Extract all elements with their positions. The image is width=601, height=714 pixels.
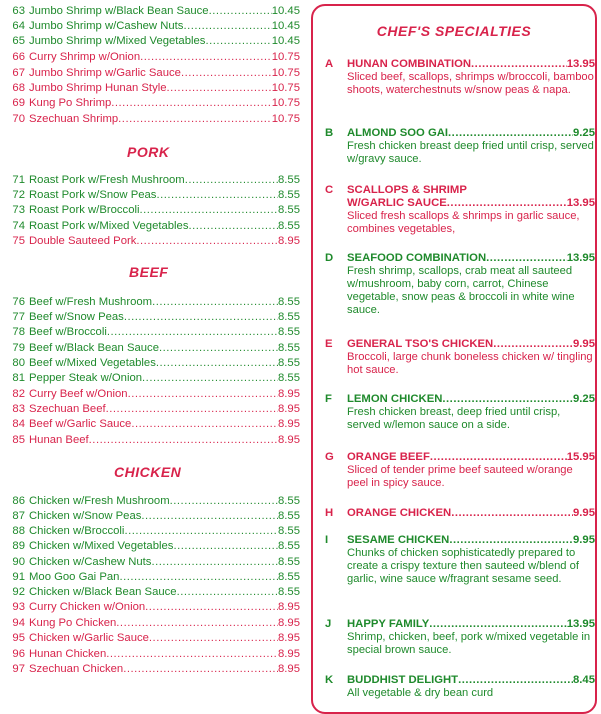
specialty-letter: K (325, 674, 334, 686)
specialty-name: HUNAN COMBINATION (347, 58, 472, 70)
menu-item-name: Kung Po Shrimp (29, 97, 112, 109)
menu-item-name: Beef w/Mixed Vegetables (29, 357, 156, 369)
menu-item-number: 90 (12, 556, 25, 568)
specialty-header (325, 507, 595, 520)
menu-item-number: 89 (12, 540, 25, 552)
dot-leader (493, 338, 573, 351)
dot-leader (167, 82, 272, 95)
specialty-price: 9.95 (573, 507, 595, 519)
section-heading-chicken: CHICKEN (114, 464, 182, 480)
specialty-header (325, 184, 595, 197)
menu-item (0, 632, 300, 645)
dot-leader (118, 113, 272, 126)
specialty-description: Sliced fresh scallops & shrimps in garlic sauce, combines vegetables, (347, 210, 580, 235)
dot-leader (136, 235, 278, 248)
menu-item-number: 88 (12, 525, 25, 537)
menu-item-name: Jumbo Shrimp Hunan Style (29, 82, 167, 94)
specialty-item (325, 58, 595, 97)
menu-item-name: Curry Beef w/Onion (29, 388, 128, 400)
specialty-header (325, 451, 595, 464)
specialty-item (325, 252, 595, 317)
menu-item-price: 8.55 (278, 342, 300, 354)
dot-leader (106, 648, 278, 661)
specialty-item (325, 338, 595, 377)
specialty-item (325, 534, 595, 586)
specialty-letter: C (325, 184, 334, 196)
dot-leader (106, 403, 278, 416)
menu-item-price: 8.95 (278, 632, 300, 644)
dot-leader (124, 525, 278, 538)
menu-item-name: Chicken w/Fresh Mushroom (29, 495, 170, 507)
menu-item (0, 204, 300, 217)
specialty-letter: F (325, 393, 332, 405)
dot-leader (159, 342, 278, 355)
menu-item-name: Jumbo Shrimp w/Cashew Nuts (29, 20, 184, 32)
menu-item-number: 77 (12, 311, 25, 323)
specialty-price: 13.95 (566, 618, 595, 630)
menu-item-number: 66 (12, 51, 25, 63)
menu-item-name: Hunan Chicken (29, 648, 107, 660)
menu-item-number: 75 (12, 235, 25, 247)
dot-leader (430, 451, 567, 464)
dot-leader (458, 674, 573, 687)
specialty-header (325, 338, 595, 351)
dot-leader (471, 58, 567, 71)
specialty-price: 8.45 (573, 674, 595, 686)
menu-item (0, 372, 300, 385)
specialty-letter: I (325, 534, 329, 546)
specialty-item (325, 127, 595, 166)
specialty-header (325, 58, 595, 71)
menu-item-name: Hunan Beef (29, 434, 89, 446)
menu-item-price: 8.55 (278, 556, 300, 568)
menu-item-price: 10.75 (271, 82, 300, 94)
menu-item-price: 8.95 (278, 617, 300, 629)
dot-leader (107, 326, 278, 339)
menu-item (0, 556, 300, 569)
menu-item-number: 83 (12, 403, 25, 415)
menu-item-name: Roast Pork w/Mixed Vegetables (29, 220, 189, 232)
dot-leader (131, 418, 278, 431)
menu-item-number: 67 (12, 67, 25, 79)
menu-item (0, 418, 300, 431)
specialty-description: Fresh chicken breast deep fried until crisp, served w/gravy sauce. (347, 140, 594, 165)
dot-leader (486, 252, 567, 265)
menu-item-price: 8.55 (278, 357, 300, 369)
specialty-header (325, 534, 595, 547)
menu-item-price: 10.45 (271, 35, 300, 47)
specialty-letter: A (325, 58, 334, 70)
specialty-letter: G (325, 451, 334, 463)
dot-leader (177, 586, 278, 599)
menu-item (0, 235, 300, 248)
menu-item-number: 64 (12, 20, 25, 32)
menu-item-price: 8.55 (278, 189, 300, 201)
menu-item-number: 92 (12, 586, 25, 598)
menu-item-name: Kung Po Chicken (29, 617, 117, 629)
dot-leader (119, 571, 278, 584)
specialty-price: 9.95 (573, 338, 595, 350)
menu-item-price: 8.95 (278, 434, 300, 446)
dot-leader (448, 127, 573, 140)
dot-leader (152, 296, 278, 309)
menu-item-number: 68 (12, 82, 25, 94)
menu-item-number: 87 (12, 510, 25, 522)
specialty-name: GENERAL TSO'S CHICKEN (347, 338, 494, 350)
menu-item-number: 85 (12, 434, 25, 446)
dot-leader (111, 97, 271, 110)
specialty-letter: D (325, 252, 334, 264)
menu-item (0, 648, 300, 661)
specialty-header (325, 393, 595, 406)
specialty-item (325, 507, 595, 520)
menu-item (0, 20, 300, 33)
specialty-description: Chunks of chicken sophisticatedly prepared to create a crispy texture then sauteed w/blend of garlic, wine sauce w/fragrant sesame seed. (347, 547, 579, 585)
regular-menu-column (0, 0, 305, 700)
specialty-description: Fresh chicken breast, deep fried until crisp, served w/lemon sauce on a side. (347, 406, 561, 431)
menu-item-name: Beef w/Black Bean Sauce (29, 342, 159, 354)
menu-item (0, 403, 300, 416)
menu-item-price: 8.55 (278, 510, 300, 522)
menu-item-price: 8.55 (278, 326, 300, 338)
dot-leader (140, 51, 272, 64)
dot-leader (205, 35, 271, 48)
specialty-price: 13.95 (566, 58, 595, 70)
dot-leader (170, 495, 278, 508)
menu-item-number: 65 (12, 35, 25, 47)
menu-item-price: 10.75 (271, 97, 300, 109)
dot-leader (209, 5, 272, 18)
menu-item (0, 663, 300, 676)
specialty-name: BUDDHIST DELIGHT (347, 674, 459, 686)
menu-item-name: Pepper Steak w/Onion (29, 372, 143, 384)
menu-item-name: Beef w/Snow Peas (29, 311, 124, 323)
menu-item-name: Curry Chicken w/Onion (29, 601, 146, 613)
menu-item-price: 8.95 (278, 403, 300, 415)
menu-item (0, 296, 300, 309)
menu-item-price: 8.55 (278, 296, 300, 308)
menu-item-name: Chicken w/Mixed Vegetables (29, 540, 174, 552)
dot-leader (149, 632, 278, 645)
specialty-item (325, 618, 595, 657)
specialty-header (325, 127, 595, 140)
menu-item-name: Beef w/Garlic Sauce (29, 418, 132, 430)
menu-item-number: 73 (12, 204, 25, 216)
menu-item-price: 10.75 (271, 67, 300, 79)
menu-item-name: Curry Shrimp w/Onion (29, 51, 141, 63)
menu-item-number: 80 (12, 357, 25, 369)
menu-item-name: Chicken w/Snow Peas (29, 510, 142, 522)
specialty-name: ORANGE CHICKEN (347, 507, 452, 519)
specialty-name: ALMOND SOO GAI (347, 127, 449, 139)
dot-leader (128, 388, 278, 401)
dot-leader (181, 67, 272, 80)
dot-leader (183, 20, 271, 33)
menu-item-price: 8.95 (278, 235, 300, 247)
specialty-item (325, 674, 595, 700)
menu-item-price: 10.75 (271, 51, 300, 63)
specialty-name-continued: W/GARLIC SAUCE (347, 197, 447, 209)
dot-leader (156, 357, 278, 370)
menu-item-price: 8.95 (278, 388, 300, 400)
specialty-price: 9.95 (573, 534, 595, 546)
menu-item-price: 8.55 (278, 495, 300, 507)
specialty-price: 9.25 (573, 393, 595, 405)
menu-item-price: 8.95 (278, 663, 300, 675)
dot-leader (145, 601, 278, 614)
menu-item (0, 540, 300, 553)
chefs-specialties-title: CHEF'S SPECIALTIES (376, 23, 532, 39)
menu-item-number: 78 (12, 326, 25, 338)
specialty-name: HAPPY FAMILY (347, 618, 430, 630)
menu-item (0, 5, 300, 18)
menu-item-price: 8.55 (278, 540, 300, 552)
specialty-letter: H (325, 507, 334, 519)
dot-leader (140, 204, 279, 217)
section-heading-pork: PORK (127, 144, 170, 160)
dot-leader (447, 197, 567, 210)
menu-item (0, 571, 300, 584)
menu-item-price: 8.55 (278, 204, 300, 216)
menu-item-price: 8.95 (278, 648, 300, 660)
menu-item (0, 35, 300, 48)
chefs-specialties-box (311, 4, 597, 714)
menu-item-number: 81 (12, 372, 25, 384)
menu-item-price: 10.45 (271, 5, 300, 17)
menu-item (0, 67, 300, 80)
menu-item-number: 82 (12, 388, 25, 400)
menu-item-number: 70 (12, 113, 25, 125)
menu-item (0, 97, 300, 110)
menu-item (0, 342, 300, 355)
menu-item-number: 91 (12, 571, 25, 583)
specialty-description: Shrimp, chicken, beef, pork w/mixed vegetable in special brown sauce. (347, 631, 591, 656)
specialty-name: SCALLOPS & SHRIMP (347, 184, 467, 196)
dot-leader (141, 510, 278, 523)
menu-item (0, 357, 300, 370)
menu-item-number: 74 (12, 220, 25, 232)
specialty-description: Sliced of tender prime beef sauteed w/orange peel in spicy sauce. (347, 464, 573, 489)
specialty-letter: B (325, 127, 334, 139)
menu-item-number: 95 (12, 632, 25, 644)
menu-item-name: Roast Pork w/Fresh Mushroom (29, 174, 185, 186)
dot-leader (451, 507, 573, 520)
menu-item (0, 525, 300, 538)
menu-item-number: 76 (12, 296, 25, 308)
specialty-header-line2 (325, 197, 595, 210)
menu-item-number: 93 (12, 601, 25, 613)
specialty-description: Sliced beef, scallops, shrimps w/broccoli, bamboo shoots, waterchestnuts w/snow peas & napa. (347, 71, 594, 96)
menu-item-number: 84 (12, 418, 25, 430)
dot-leader (123, 663, 278, 676)
specialty-description: Fresh shrimp, scallops, crab meat all sauteed w/mushroom, baby corn, carrot, Chinese vegetable, snow peas & broccoli in white wine sauce. (347, 265, 575, 316)
menu-item-number: 71 (12, 174, 25, 186)
menu-item-name: Chicken w/Broccoli (29, 525, 125, 537)
menu-item (0, 388, 300, 401)
specialty-name: ORANGE BEEF (347, 451, 430, 463)
specialty-description: Broccoli, large chunk boneless chicken w/ tingling hot sauce. (347, 351, 593, 376)
menu-item (0, 586, 300, 599)
menu-item-price: 8.55 (278, 311, 300, 323)
menu-item (0, 601, 300, 614)
menu-item-price: 8.55 (278, 220, 300, 232)
menu-item (0, 82, 300, 95)
dot-leader (442, 393, 573, 406)
menu-item-price: 8.55 (278, 372, 300, 384)
menu-item-number: 79 (12, 342, 25, 354)
menu-item (0, 51, 300, 64)
menu-item (0, 311, 300, 324)
specialty-header (325, 618, 595, 631)
menu-item-name: Jumbo Shrimp w/Mixed Vegetables (29, 35, 206, 47)
menu-item (0, 174, 300, 187)
section-heading-beef: BEEF (129, 264, 169, 280)
menu-item (0, 495, 300, 508)
specialty-name: LEMON CHICKEN (347, 393, 443, 405)
menu-item-name: Beef w/Fresh Mushroom (29, 296, 153, 308)
menu-item (0, 617, 300, 630)
specialty-description: All vegetable & dry bean curd (347, 687, 494, 699)
specialty-item (325, 184, 595, 236)
menu-item-name: Szechuan Beef (29, 403, 106, 415)
specialty-price: 9.25 (573, 127, 595, 139)
menu-item-price: 8.95 (278, 418, 300, 430)
specialty-header (325, 252, 595, 265)
specialty-header (325, 674, 595, 687)
specialty-name: SESAME CHICKEN (347, 534, 450, 546)
menu-item-name: Jumbo Shrimp w/Garlic Sauce (29, 67, 181, 79)
dot-leader (449, 534, 573, 547)
menu-item-name: Jumbo Shrimp w/Black Bean Sauce (29, 5, 209, 17)
specialty-name: SEAFOOD COMBINATION (347, 252, 487, 264)
menu-item-name: Szechuan Chicken (29, 663, 124, 675)
dot-leader (124, 311, 278, 324)
specialty-letter: E (325, 338, 333, 350)
menu-item-number: 96 (12, 648, 25, 660)
menu-item-price: 8.55 (278, 571, 300, 583)
menu-item-price: 8.55 (278, 525, 300, 537)
menu-item-name: Szechuan Shrimp (29, 113, 119, 125)
dot-leader (189, 220, 279, 233)
dot-leader (173, 540, 278, 553)
menu-item (0, 326, 300, 339)
menu-item-price: 8.55 (278, 174, 300, 186)
specialty-price: 15.95 (566, 451, 595, 463)
menu-item (0, 510, 300, 523)
dot-leader (185, 174, 278, 187)
menu-item-name: Chicken w/Garlic Sauce (29, 632, 149, 644)
dot-leader (89, 434, 278, 447)
specialty-item (325, 393, 595, 432)
dot-leader (151, 556, 278, 569)
menu-item-price: 8.95 (278, 601, 300, 613)
menu-item-name: Roast Pork w/Broccoli (29, 204, 140, 216)
menu-item (0, 113, 300, 126)
dot-leader (116, 617, 278, 630)
specialty-price: 13.95 (566, 197, 595, 209)
menu-item (0, 434, 300, 447)
menu-item-price: 10.75 (271, 113, 300, 125)
menu-item-number: 72 (12, 189, 25, 201)
dot-leader (429, 618, 566, 631)
dot-leader (156, 189, 278, 202)
menu-item-price: 8.55 (278, 586, 300, 598)
specialty-letter: J (325, 618, 332, 630)
menu-item-number: 69 (12, 97, 25, 109)
menu-item-price: 10.45 (271, 20, 300, 32)
menu-item-name: Chicken w/Cashew Nuts (29, 556, 152, 568)
menu-item-number: 94 (12, 617, 25, 629)
dot-leader (142, 372, 278, 385)
menu-item-name: Beef w/Broccoli (29, 326, 107, 338)
menu-item-number: 63 (12, 5, 25, 17)
menu-item-name: Double Sauteed Pork (29, 235, 137, 247)
menu-item (0, 189, 300, 202)
menu-item-name: Roast Pork w/Snow Peas (29, 189, 157, 201)
menu-item-name: Chicken w/Black Bean Sauce (29, 586, 177, 598)
menu-item-name: Moo Goo Gai Pan (29, 571, 120, 583)
menu-item-number: 97 (12, 663, 25, 675)
specialty-item (325, 451, 595, 490)
specialty-price: 13.95 (566, 252, 595, 264)
menu-item-number: 86 (12, 495, 25, 507)
menu-item (0, 220, 300, 233)
